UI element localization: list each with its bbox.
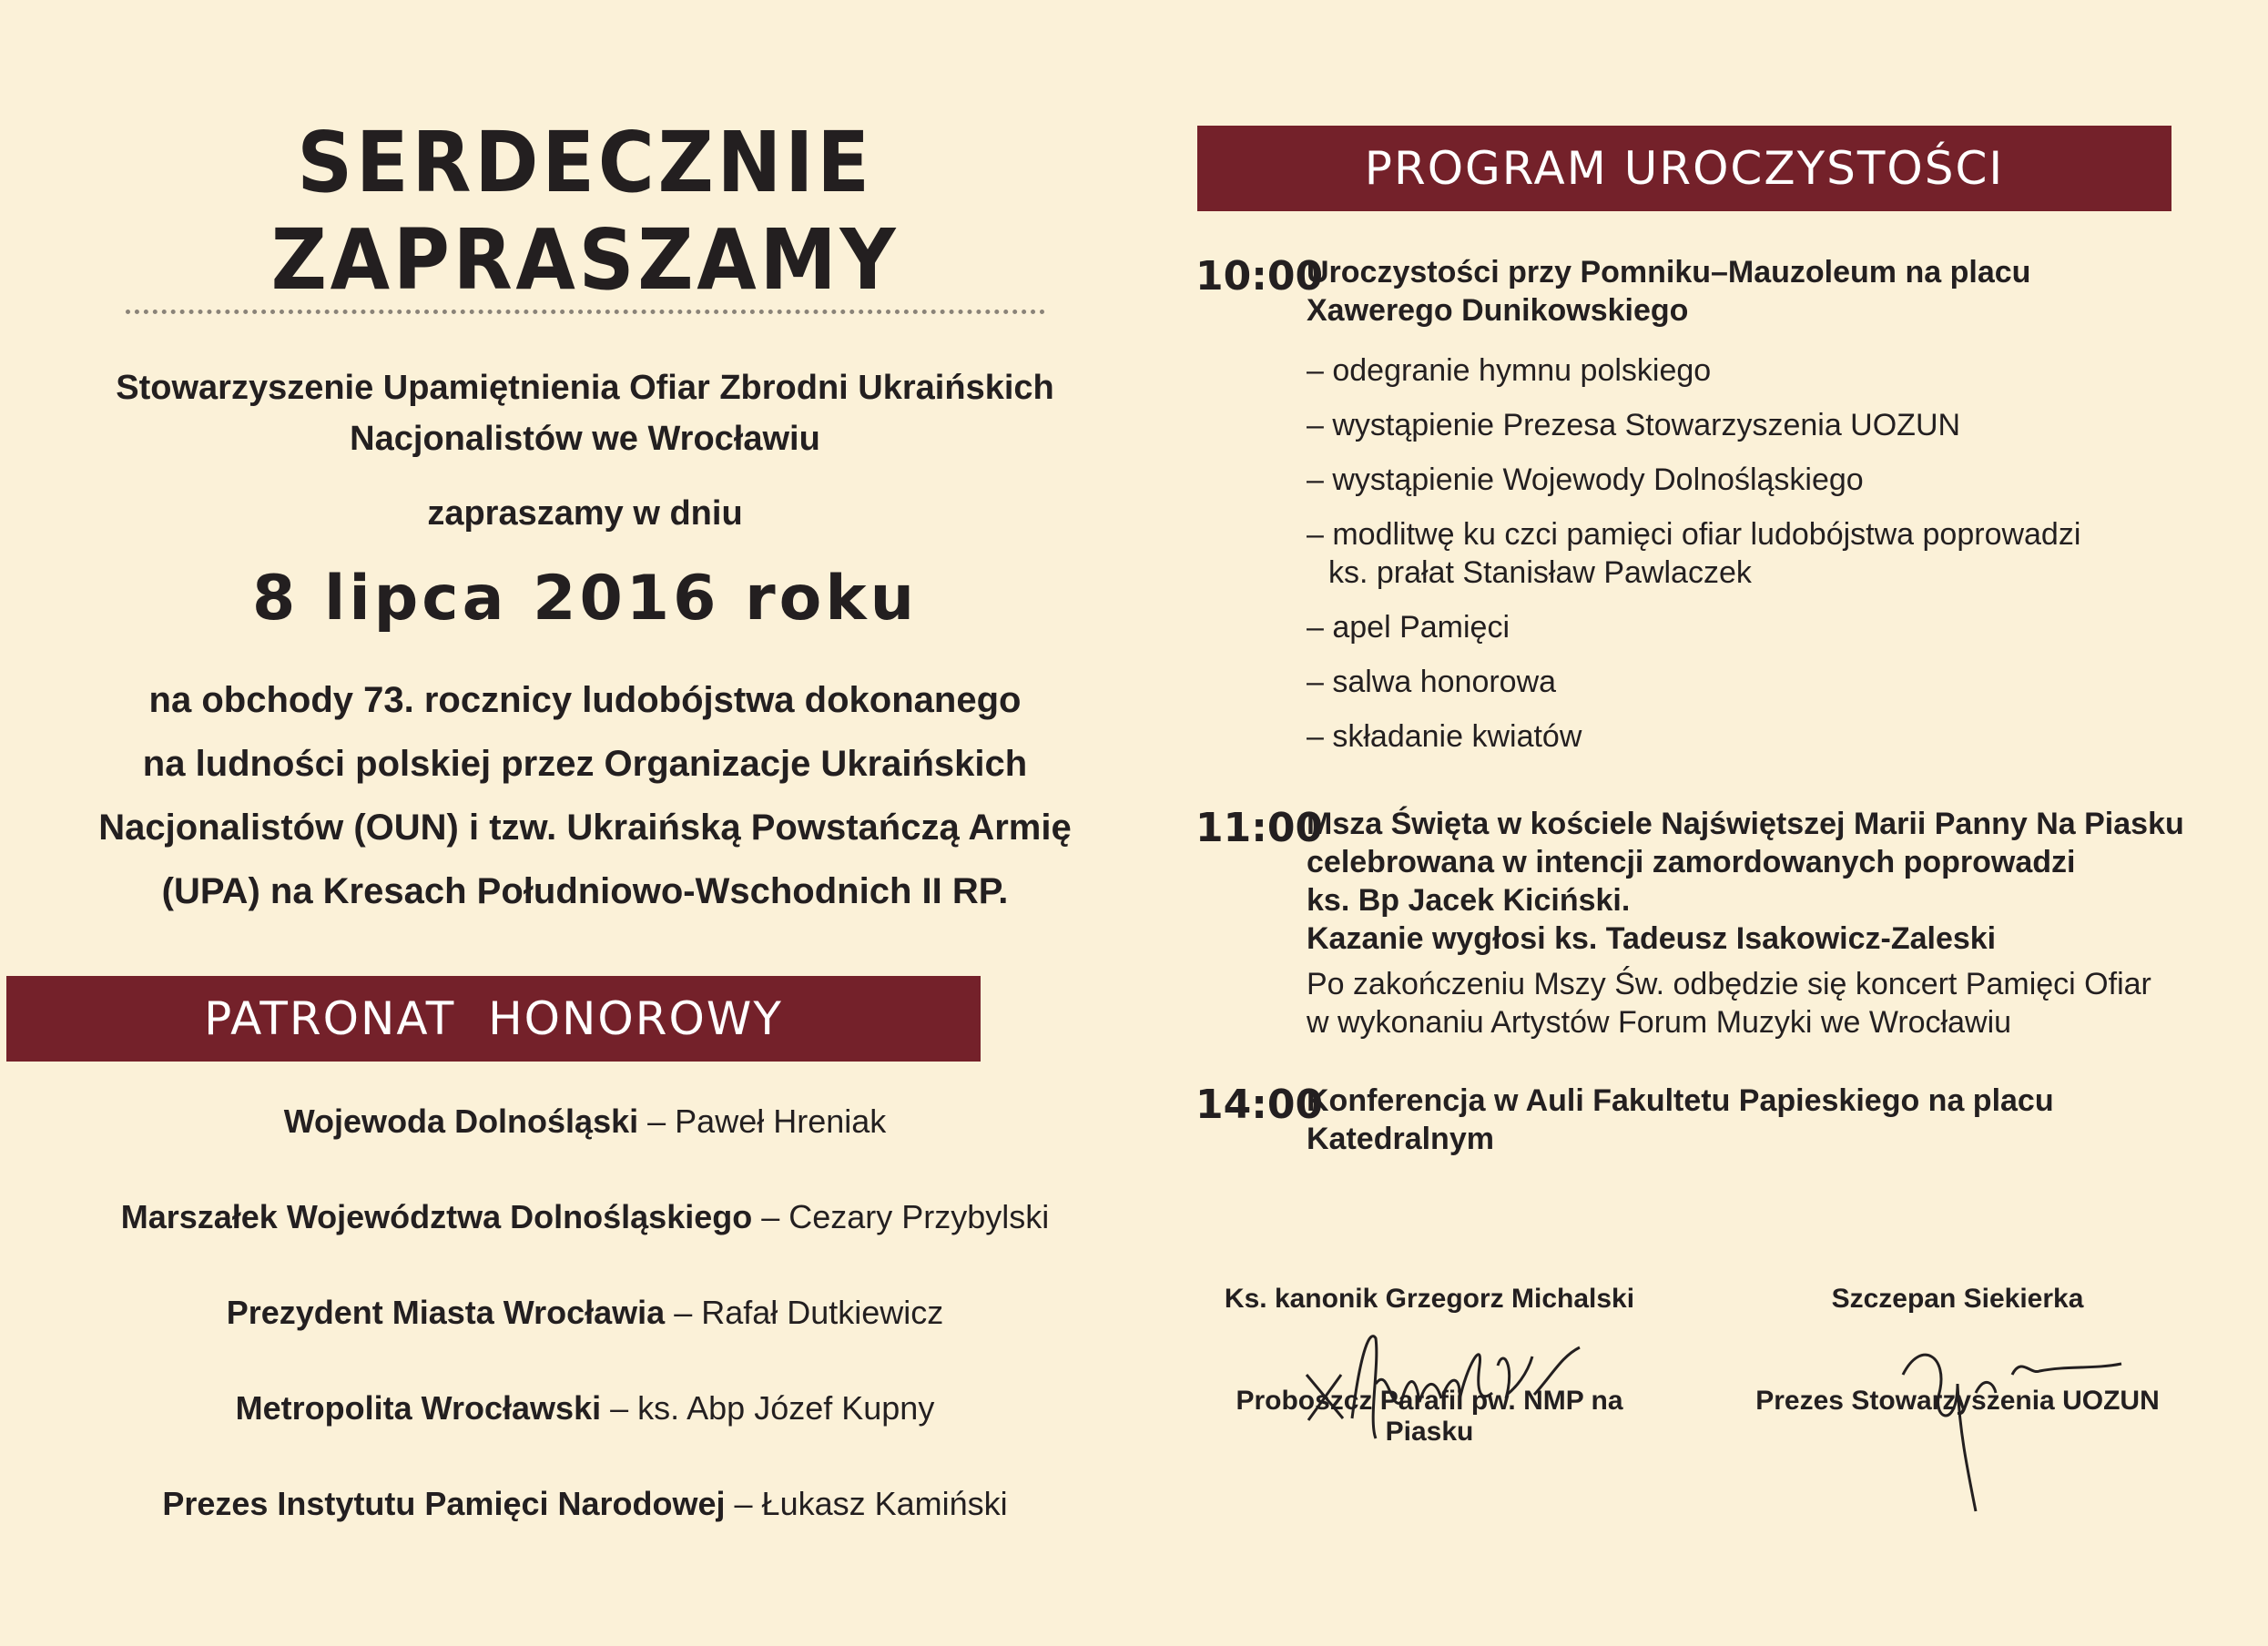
- slot-body: [1307, 1082, 2197, 1158]
- patron-role: Metropolita Wrocławski: [235, 1389, 602, 1427]
- patron-name: – Paweł Hreniak: [638, 1102, 887, 1140]
- program-item: – modlitwę ku czci pamięci ofiar ludobójstwa poprowadzi ks. prałat Stanisław Pawlaczek: [1307, 517, 2081, 590]
- patron-role: Prezydent Miasta Wrocławia: [226, 1294, 666, 1331]
- slot-body: [1307, 805, 2197, 1041]
- slot-description: Po zakończeniu Mszy Św. odbędzie się koncert Pamięci Ofiar w wykonaniu Artystów Forum Muzyki we Wrocławiu: [1307, 967, 2151, 1040]
- slot-title: Msza Święta w kościele Najświętszej Marii Panny Na Piasku celebrowana w intencji zamordowanych poprowadzi ks. Bp Jacek Kiciński. Kazanie wygłosi ks. Tadeusz Isakowicz-Zaleski: [1307, 807, 2184, 956]
- patron-name: – Rafał Dutkiewicz: [665, 1294, 944, 1331]
- signatory-name: Ks. kanonik Grzegorz Michalski: [1224, 1284, 1635, 1314]
- program-item: – wystąpienie Prezesa Stowarzyszenia UOZUN: [1307, 408, 1961, 442]
- patronage-heading: PATRONAT HONOROWY: [6, 976, 981, 1062]
- program-slot: [1195, 1082, 2197, 1158]
- handwritten-signature: [1885, 1320, 2158, 1529]
- slot-time: 11:00: [1195, 805, 1324, 851]
- signature-block-president: [1748, 1284, 2167, 1417]
- handwritten-signature: [1288, 1311, 1616, 1448]
- invite-line: zapraszamy w dniu: [427, 494, 743, 533]
- program-item: – salwa honorowa: [1307, 665, 1557, 699]
- patron-name: – ks. Abp Józef Kupny: [601, 1389, 935, 1427]
- program-item: – wystąpienie Wojewody Dolnośląskiego: [1307, 462, 1864, 497]
- patron-role: Prezes Instytutu Pamięci Narodowej: [162, 1485, 726, 1522]
- program-item: – składanie kwiatów: [1307, 719, 1582, 754]
- signatory-role: Prezes Stowarzyszenia UOZUN: [1755, 1386, 2160, 1416]
- patronage-list: [91, 1097, 1079, 1575]
- program-list: [1195, 253, 2197, 1158]
- slot-title: Konferencja w Auli Fakultetu Papieskiego na placu Katedralnym: [1307, 1083, 2054, 1156]
- patron-name: – Cezary Przybylski: [752, 1198, 1050, 1235]
- program-item: – odegranie hymnu polskiego: [1307, 353, 1712, 388]
- patron-role: Marszałek Województwa Dolnośląskiego: [120, 1198, 753, 1235]
- dotted-divider: [126, 310, 1045, 314]
- program-slot: [1195, 253, 2197, 756]
- event-date: 8 lipca 2016 roku: [252, 563, 918, 635]
- patron-item: [91, 1384, 1079, 1479]
- signatory-name: Szczepan Siekierka: [1831, 1284, 2084, 1314]
- slot-body: [1307, 253, 2197, 756]
- organization-name: Stowarzyszenie Upamiętnienia Ofiar Zbrodni Ukraińskich Nacjonalistów we Wrocławiu: [116, 369, 1054, 458]
- slot-title: Uroczystości przy Pomniku–Mauzoleum na placu Xawerego Dunikowskiego: [1307, 255, 2031, 328]
- slot-time: 10:00: [1195, 253, 1324, 300]
- program-heading: PROGRAM UROCZYSTOŚCI: [1197, 126, 2171, 211]
- signature-block-pastor: [1188, 1284, 1671, 1448]
- patron-item: [91, 1479, 1079, 1575]
- patron-item: [91, 1288, 1079, 1384]
- patron-name: – Łukasz Kamiński: [725, 1485, 1008, 1522]
- signatory-role: Proboszcz Parafii pw. NMP na Piasku: [1236, 1386, 1623, 1447]
- patron-item: [91, 1193, 1079, 1288]
- program-item: – apel Pamięci: [1307, 610, 1510, 645]
- slot-time: 14:00: [1195, 1082, 1324, 1128]
- page-title: SERDECZNIE ZAPRASZAMY: [270, 114, 900, 309]
- program-slot: [1195, 805, 2197, 1041]
- patron-item: [91, 1097, 1079, 1193]
- occasion-text: na obchody 73. rocznicy ludobójstwa dokonanego na ludności polskiej przez Organizacje Ukraińskich Nacjonalistów (OUN) i tzw. Ukraińską Powstańczą Armię (UPA) na Kresach Południowo-Wschodnich II RP.: [98, 680, 1072, 911]
- patron-role: Wojewoda Dolnośląski: [283, 1102, 639, 1140]
